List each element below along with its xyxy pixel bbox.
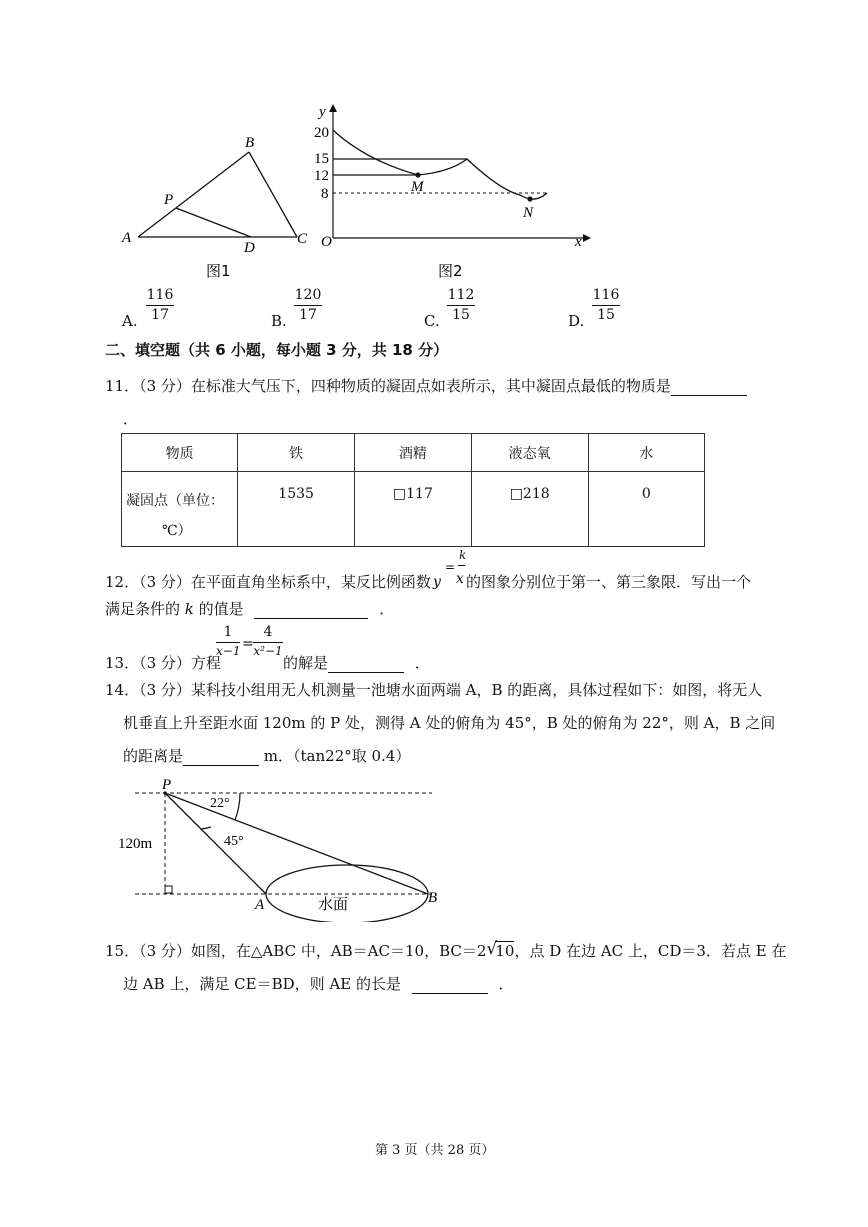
q11-end: ． [123, 410, 139, 428]
q14-line3 [123, 745, 410, 766]
table-cell-iron: 1535 [238, 472, 355, 547]
q15-sqrt [486, 939, 515, 960]
label-A: A [122, 230, 132, 246]
figure-1-triangle [110, 130, 320, 290]
q13-eq: = [242, 636, 254, 652]
origin-label: O [321, 234, 332, 250]
q14-figure [110, 772, 450, 922]
y-axis-label: y [319, 104, 326, 120]
option-A-letter: A. [122, 312, 138, 330]
table-row-label-line2: ℃） [162, 523, 192, 539]
q11-table [121, 433, 705, 547]
q12-line2-a: 满足条件的 [105, 600, 181, 618]
q12-func-bar [458, 565, 465, 566]
point-M-label: M [411, 179, 424, 195]
q14-label-P: P [162, 777, 172, 793]
q12-end: ． [379, 600, 395, 618]
option-A-fraction [146, 287, 174, 323]
option-C-numerator: 112 [447, 287, 475, 303]
option-B-letter: B. [271, 312, 287, 330]
q14-water-label: 水面 [318, 895, 349, 913]
page-footer: 第 3 页（共 28 页） [375, 1143, 495, 1158]
option-A-denominator: 17 [151, 307, 169, 323]
option-D-numerator: 116 [592, 287, 620, 303]
q14-line1: 14．（3 分）某科技小组用无人机测量一池塘水面两端 A，B 的距离，具体过程如下：如图，将无人 [105, 681, 763, 699]
option-C-letter: C. [424, 312, 440, 330]
q15-line2-a: 边 AB 上，满足 CE＝BD，则 AE 的长是 [123, 975, 401, 993]
q11-answer-blank[interactable] [671, 377, 747, 396]
table-cell-alcohol: □117 [354, 472, 471, 547]
q13-prefix: 13．（3 分）方程 [105, 654, 221, 672]
figure-2-caption: 图2 [438, 262, 463, 280]
q12-func-den: x [456, 571, 464, 587]
q15-sqrt-radicand: 10 [495, 942, 515, 960]
option-C-fraction [447, 287, 475, 323]
q14-answer-blank[interactable] [183, 747, 259, 766]
q13-lhs-den: x−1 [216, 644, 241, 658]
q14-height-label: 120m [118, 836, 153, 852]
q14-line3-a: 的距离是 [123, 747, 184, 765]
q14-angle-22: 22° [210, 796, 230, 811]
q11-question: 11．（3 分）在标准大气压下，四种物质的凝固点如表所示，其中凝固点最低的物质是 [105, 377, 671, 395]
q14-line3-b: m．（tan22°取 0.4） [263, 747, 411, 765]
q14-line2: 机垂直上升至距水面 120m 的 P 处，测得 A 处的俯角为 45°，B 处的俯角为 22°，则 A，B 之间 [123, 714, 776, 732]
table-row-label [122, 472, 238, 547]
option-C-denominator: 15 [452, 307, 470, 323]
q15-line1-a: 15．（3 分）如图，在△ABC 中，AB＝AC＝10，BC＝2 [105, 942, 487, 960]
q15-line1 [105, 940, 786, 961]
q13-rhs-den: x²−1 [253, 644, 283, 658]
table-header-substance: 物质 [122, 434, 238, 472]
q13-suffix: 的解是 [283, 654, 329, 672]
q12-prefix: 12．（3 分）在平面直角坐标系中，某反比例函数 [105, 573, 431, 591]
y-tick-12: 12 [314, 168, 329, 184]
q15-answer-blank[interactable] [412, 975, 488, 994]
y-tick-20: 20 [314, 125, 329, 141]
figure-1-caption: 图1 [206, 262, 231, 280]
table-cell-water: 0 [588, 472, 704, 547]
q14-label-A: A [255, 897, 265, 913]
option-D-denominator: 15 [597, 307, 615, 323]
q13-lhs-num: 1 [223, 624, 233, 640]
table-cell-liquid-oxygen: □218 [471, 472, 588, 547]
label-D: D [244, 240, 255, 256]
option-D-fraction [592, 287, 620, 323]
q12-line2-b: 的值是 [198, 600, 244, 618]
q15-end: ． [498, 975, 514, 993]
table-header-water: 水 [588, 434, 704, 472]
q14-label-B: B [428, 890, 438, 906]
q13-rhs-fraction [253, 624, 283, 658]
option-B-denominator: 17 [299, 307, 317, 323]
table-header-iron: 铁 [238, 434, 355, 472]
point-N-label: N [523, 205, 534, 221]
table-header-alcohol: 酒精 [354, 434, 471, 472]
q13-lhs-fraction [216, 624, 240, 658]
q13-answer-blank[interactable] [328, 654, 404, 673]
option-B-fraction [294, 287, 322, 323]
q11-text [105, 375, 747, 396]
q12-line1 [105, 571, 431, 592]
y-tick-8: 8 [321, 186, 329, 202]
q15-sqrt-sign: √ [486, 939, 498, 959]
q15-line1-b: ，点 D 在边 AC 上，CD＝3．若点 E 在 [514, 942, 787, 960]
label-C: C [297, 231, 308, 247]
q14-angle-45: 45° [224, 834, 244, 849]
q12-func-num: k [459, 548, 467, 562]
table-header-liquid-oxygen: 液态氧 [471, 434, 588, 472]
y-tick-15: 15 [314, 151, 329, 167]
q12-func-y: y [433, 574, 441, 590]
label-B: B [245, 135, 255, 151]
q12-func-eq: = [445, 560, 456, 574]
option-D-letter: D. [568, 312, 585, 330]
q13-rest [283, 652, 430, 673]
q13-rhs-num: 4 [263, 624, 273, 640]
table-row-label-line1: 凝固点（单位： [126, 493, 224, 509]
q12-answer-blank[interactable] [254, 600, 368, 619]
x-axis-label: x [575, 234, 582, 250]
q12-line2 [105, 598, 394, 619]
q12-suffix: 的图象分别位于第一、第三象限．写出一个 [466, 573, 752, 591]
label-P: P [164, 192, 174, 208]
section-2-title: 二、填空题（共 6 小题，每小题 3 分，共 18 分） [105, 341, 449, 359]
q12-line2-k: k [184, 600, 194, 618]
option-B-numerator: 120 [294, 287, 322, 303]
q13-end: ． [414, 654, 430, 672]
figure-2-graph [305, 100, 595, 285]
option-A-numerator: 116 [146, 287, 174, 303]
q15-line2 [123, 973, 514, 994]
